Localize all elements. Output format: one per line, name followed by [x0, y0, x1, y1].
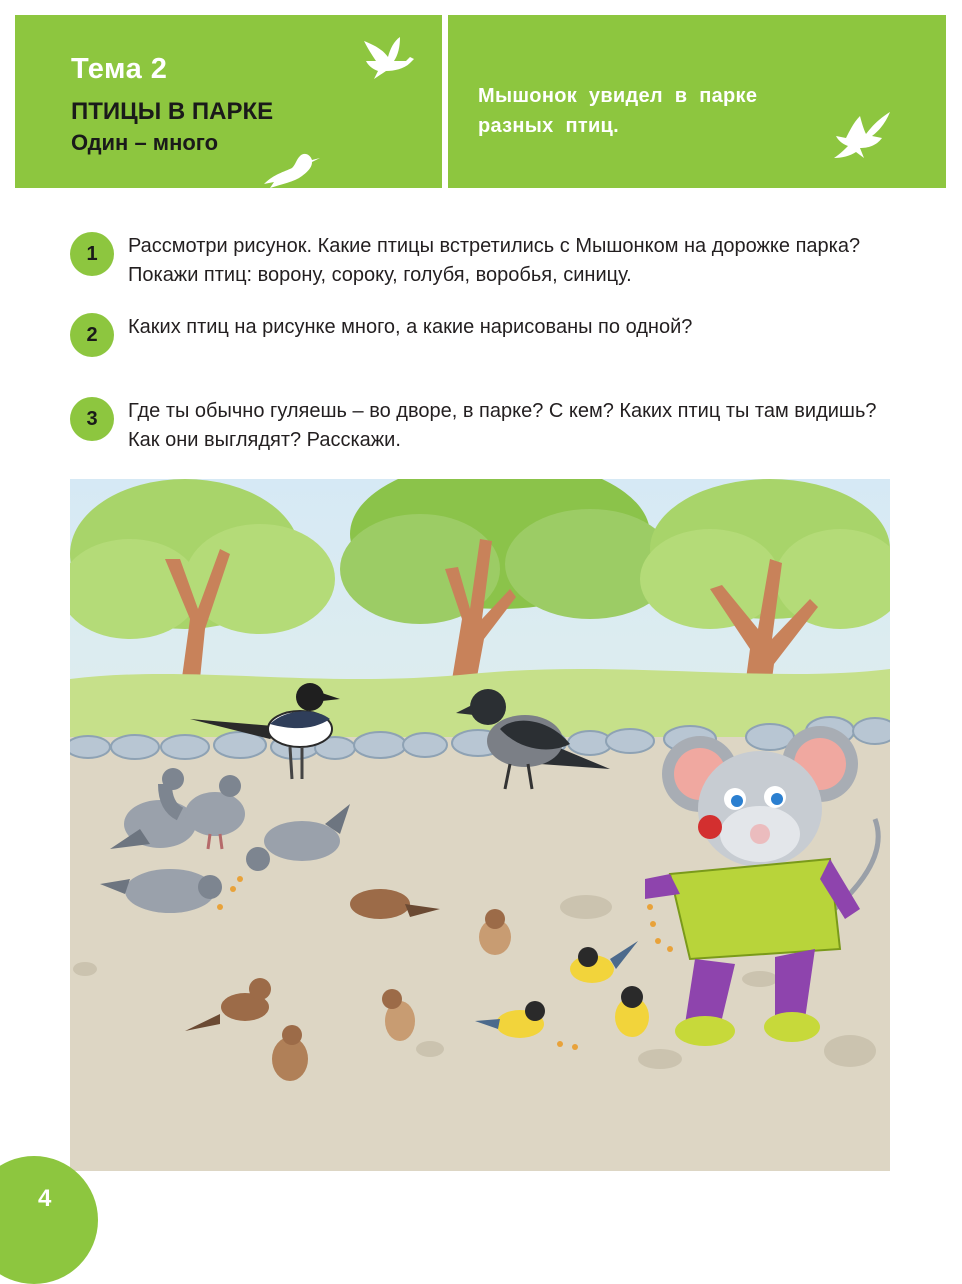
topic-name: ПТИЦЫ В ПАРКЕ — [71, 98, 274, 125]
flying-bird-icon — [830, 108, 896, 168]
sitting-bird-icon — [260, 150, 322, 190]
topic-banner — [15, 15, 442, 188]
task-number-badge: 1 — [70, 232, 114, 276]
page-number-tab — [0, 1156, 98, 1284]
flying-bird-icon — [360, 35, 420, 85]
task-number-badge: 3 — [70, 397, 114, 441]
page-number: 4 — [38, 1185, 52, 1212]
intro-text: Мышонок увидел в парке разных птиц. — [478, 85, 758, 137]
topic-title: Тема 2 — [71, 53, 168, 85]
task-text: Рассмотри рисунок. Какие птицы встретились с Мышонком на дорожке парка? Покажи птиц: ворону, сороку, голубя, воробья, синицу. — [128, 235, 861, 286]
task-text: Где ты обычно гуляешь – во дворе, в парке? С кем? Каких птиц ты там видишь? Как они выглядят? Расскажи. — [128, 400, 877, 451]
task-text: Каких птиц на рисунке много, а какие нарисованы по одной? — [128, 316, 693, 338]
topic-subtitle: Один – много — [71, 130, 219, 155]
park-illustration — [70, 479, 890, 1171]
intro-banner — [448, 15, 946, 188]
task-number-badge: 2 — [70, 313, 114, 357]
